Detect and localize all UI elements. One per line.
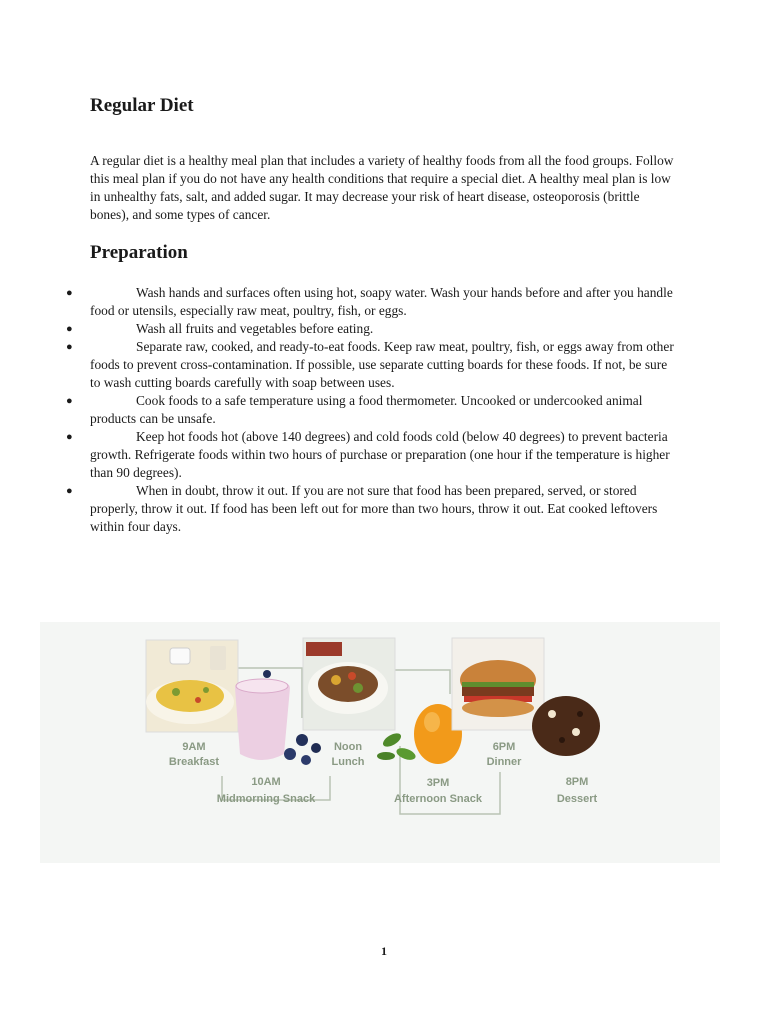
page-number: 1 xyxy=(381,944,387,958)
bullet-icon: ● xyxy=(66,395,73,407)
bullet-icon: ● xyxy=(66,431,73,443)
meal-time-label: 6PM xyxy=(492,741,516,753)
meal-time-label: Noon xyxy=(333,741,363,753)
meal-time-label: 10AM xyxy=(251,776,281,788)
list-item: ● Wash all fruits and vegetables before eating. xyxy=(66,321,374,336)
meal-time-label: 9AM xyxy=(182,741,206,753)
meal-time-label: 3PM xyxy=(426,777,450,789)
bullet-icon: ● xyxy=(66,323,73,335)
meal-name-label: Midmorning Snack xyxy=(216,793,316,805)
meal-time-label: 8PM xyxy=(565,776,589,788)
list-item: ● When in doubt, throw it out. If you are not sure that food has been prepared, served, or stored properly, throw it out. If food has been left out for more than two hours, throw it out. Eat cooked leftovers within four days. xyxy=(66,483,658,534)
list-item: ● Keep hot foods hot (above 140 degrees) and cold foods cold (below 40 degrees) to prevent bacteria growth. Refrigerate foods within two hours of purchase or preparation (one hour if the temperature is higher than 90 degrees). xyxy=(66,429,670,480)
preparation-list xyxy=(66,284,680,536)
intro-paragraph: A regular diet is a healthy meal plan that includes a variety of healthy foods from all the food groups. Follow this meal plan if you do not have any health conditions that require a special diet. A healthy meal plan is low in unhealthy fats, salt, and added sugar. It may decrease your risk of heart disease, osteoporosis (brittle bones), and some types of cancer. xyxy=(90,153,674,222)
section-heading-preparation: Preparation xyxy=(90,242,188,263)
meal-name-label: Lunch xyxy=(331,756,365,768)
list-item: ● Wash hands and surfaces often using hot, soapy water. Wash your hands before and after you handle food or utensils, especially raw meat, poultry, fish, or eggs. xyxy=(66,285,673,318)
meal-name-label: Dessert xyxy=(556,793,598,805)
dinner-photo xyxy=(452,638,544,730)
breakfast-photo xyxy=(146,640,238,732)
bullet-icon: ● xyxy=(66,485,73,497)
meal-schedule-image xyxy=(40,622,720,863)
bullet-icon: ● xyxy=(66,341,73,353)
list-item: ● Separate raw, cooked, and ready-to-eat foods. Keep raw meat, poultry, fish, or eggs away from other foods to prevent cross-contamination. If possible, use separate cutting boards for these foods. If not, be sure to wash cutting boards carefully with soap between uses. xyxy=(66,339,674,390)
bullet-icon: ● xyxy=(66,287,73,299)
list-item: ● Cook foods to a safe temperature using a food thermometer. Uncooked or undercooked animal products can be unsafe. xyxy=(66,393,643,426)
page-title: Regular Diet xyxy=(90,95,194,116)
dessert-photo xyxy=(532,696,600,756)
meal-name-label: Breakfast xyxy=(168,756,220,768)
meal-name-label: Dinner xyxy=(486,756,522,768)
lunch-photo xyxy=(303,638,395,730)
meal-name-label: Afternoon Snack xyxy=(393,793,483,805)
